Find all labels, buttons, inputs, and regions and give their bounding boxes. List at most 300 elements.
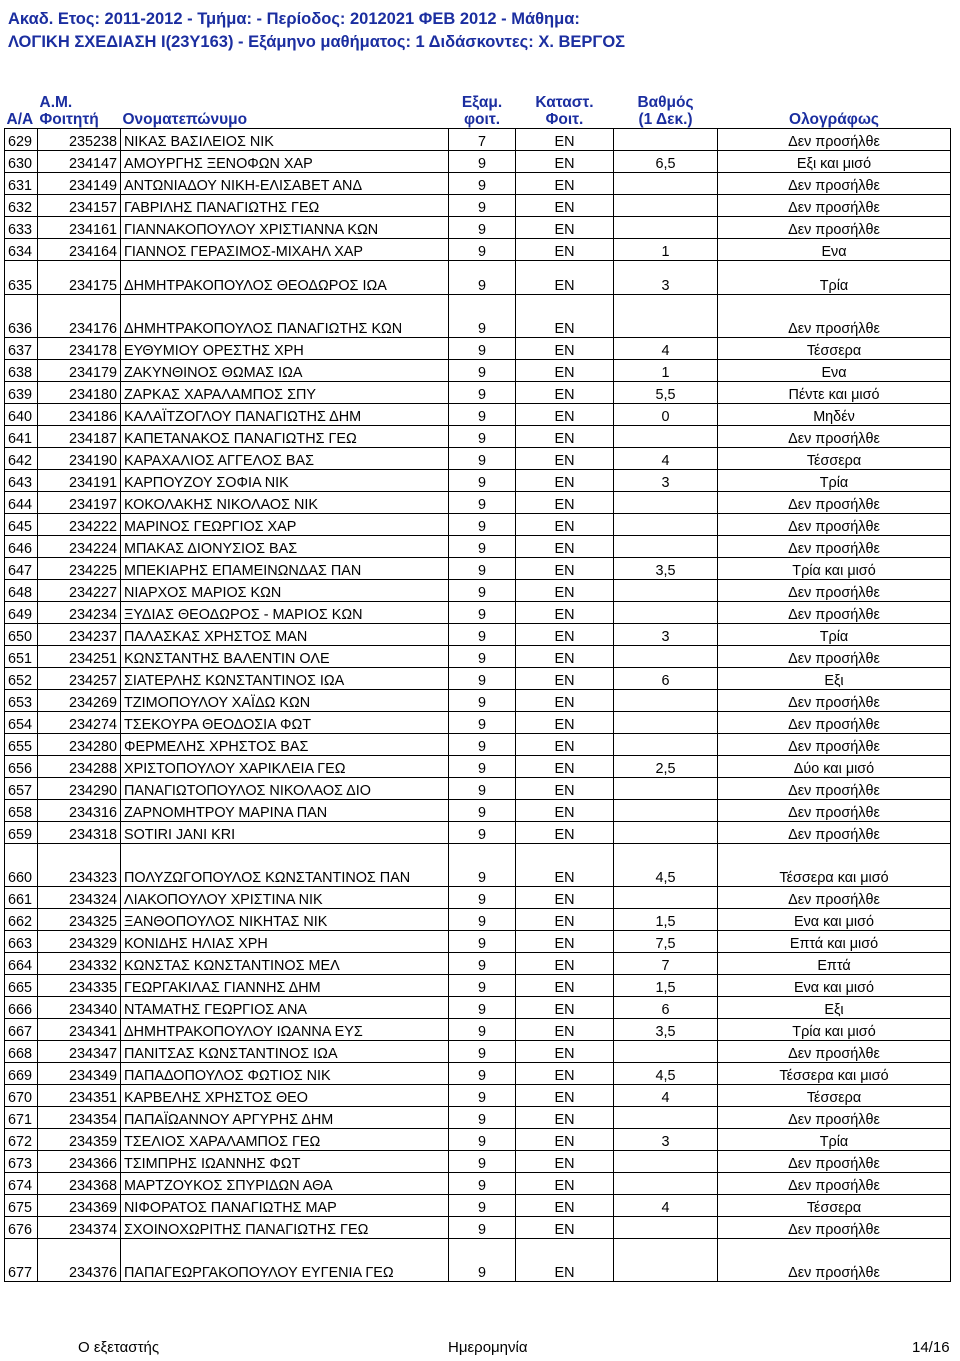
cell-grade xyxy=(614,514,718,536)
table-row xyxy=(5,470,951,492)
cell-student-id: 234164 xyxy=(38,239,121,261)
table-row xyxy=(5,426,951,448)
cell-grade xyxy=(614,1041,718,1063)
table-row xyxy=(5,382,951,404)
cell-row-number: 669 xyxy=(5,1063,38,1085)
table-row xyxy=(5,756,951,778)
table-row xyxy=(5,1063,951,1085)
cell-row-number: 637 xyxy=(5,338,38,360)
cell-row-number: 662 xyxy=(5,909,38,931)
cell-semester: 9 xyxy=(449,931,516,953)
cell-row-number: 664 xyxy=(5,953,38,975)
cell-student-name: ΛΙΑΚΟΠΟΥΛΟΥ ΧΡΙΣΤΙΝΑ ΝΙΚ xyxy=(121,887,449,909)
cell-student-name: ΓΙΑΝΝΟΣ ΓΕΡΑΣΙΜΟΣ-ΜΙΧΑΗΛ ΧΑΡ xyxy=(121,239,449,261)
cell-grade-in-words: Δεν προσήλθε xyxy=(718,217,951,239)
cell-grade: 4,5 xyxy=(614,1063,718,1085)
cell-student-name: ΠΑΠΑΓΕΩΡΓΑΚΟΠΟΥΛΟΥ ΕΥΓΕΝΙΑ ΓΕΩ xyxy=(121,1239,449,1282)
col-header-grade-line1: Βαθμός xyxy=(637,94,694,111)
cell-grade-in-words: Δεν προσήλθε xyxy=(718,1151,951,1173)
table-row xyxy=(5,778,951,800)
cell-row-number: 639 xyxy=(5,382,38,404)
cell-row-number: 663 xyxy=(5,931,38,953)
cell-student-name: ΔΗΜΗΤΡΑΚΟΠΟΥΛΟΣ ΠΑΝΑΓΙΩΤΗΣ ΚΩΝ xyxy=(121,295,449,338)
table-row xyxy=(5,975,951,997)
cell-grade-in-words: Δεν προσήλθε xyxy=(718,492,951,514)
col-header-grade-line2: (1 Δεκ.) xyxy=(638,111,693,128)
cell-student-name: ΚΑΠΕΤΑΝΑΚΟΣ ΠΑΝΑΓΙΩΤΗΣ ΓΕΩ xyxy=(121,426,449,448)
cell-grade-in-words: Δεν προσήλθε xyxy=(718,646,951,668)
cell-row-number: 655 xyxy=(5,734,38,756)
cell-semester: 9 xyxy=(449,470,516,492)
col-header-status-line2: Φοιτ. xyxy=(545,111,584,128)
cell-row-number: 629 xyxy=(5,129,38,151)
cell-status: ΕΝ xyxy=(516,295,614,338)
cell-grade-in-words: Δεν προσήλθε xyxy=(718,173,951,195)
table-row xyxy=(5,261,951,295)
cell-student-id: 234347 xyxy=(38,1041,121,1063)
cell-student-name: ΔΗΜΗΤΡΑΚΟΠΟΥΛΟΥ ΙΩΑΝΝΑ ΕΥΣ xyxy=(121,1019,449,1041)
document-title xyxy=(8,8,952,54)
cell-student-name: ΝΙΚΑΣ ΒΑΣΙΛΕΙΟΣ ΝΙΚ xyxy=(121,129,449,151)
cell-student-name: ΓΑΒΡΙΛΗΣ ΠΑΝΑΓΙΩΤΗΣ ΓΕΩ xyxy=(121,195,449,217)
cell-row-number: 638 xyxy=(5,360,38,382)
table-row xyxy=(5,129,951,151)
cell-grade xyxy=(614,129,718,151)
cell-row-number: 633 xyxy=(5,217,38,239)
cell-grade-in-words: Δεν προσήλθε xyxy=(718,1239,951,1282)
cell-row-number: 635 xyxy=(5,261,38,295)
cell-grade: 0 xyxy=(614,404,718,426)
cell-status: ΕΝ xyxy=(516,1129,614,1151)
cell-grade-in-words: Δεν προσήλθε xyxy=(718,536,951,558)
cell-grade-in-words: Τρία xyxy=(718,1129,951,1151)
cell-student-id: 234157 xyxy=(38,195,121,217)
cell-status: ΕΝ xyxy=(516,360,614,382)
cell-student-name: ΞΥΔΙΑΣ ΘΕΟΔΩΡΟΣ - ΜΑΡΙΟΣ ΚΩΝ xyxy=(121,602,449,624)
cell-grade-in-words: Δεν προσήλθε xyxy=(718,514,951,536)
cell-semester: 9 xyxy=(449,514,516,536)
cell-status: ΕΝ xyxy=(516,887,614,909)
table-row xyxy=(5,536,951,558)
footer-date: Ημερομηνία xyxy=(448,1339,528,1356)
cell-student-name: ΠΑΛΑΣΚΑΣ ΧΡΗΣΤΟΣ ΜΑΝ xyxy=(121,624,449,646)
col-header-semester-line2: φοιτ. xyxy=(463,111,501,128)
cell-status: ΕΝ xyxy=(516,426,614,448)
cell-semester: 9 xyxy=(449,1195,516,1217)
cell-student-id: 234191 xyxy=(38,470,121,492)
cell-row-number: 677 xyxy=(5,1239,38,1282)
cell-grade-in-words: Τρία xyxy=(718,470,951,492)
cell-student-id: 234354 xyxy=(38,1107,121,1129)
table-row xyxy=(5,217,951,239)
cell-semester: 9 xyxy=(449,1085,516,1107)
cell-grade xyxy=(614,1217,718,1239)
cell-grade xyxy=(614,1173,718,1195)
cell-student-id: 234190 xyxy=(38,448,121,470)
cell-student-id: 234369 xyxy=(38,1195,121,1217)
cell-row-number: 652 xyxy=(5,668,38,690)
table-row xyxy=(5,448,951,470)
cell-status: ΕΝ xyxy=(516,1239,614,1282)
cell-semester: 9 xyxy=(449,712,516,734)
cell-row-number: 642 xyxy=(5,448,38,470)
cell-grade xyxy=(614,536,718,558)
cell-status: ΕΝ xyxy=(516,448,614,470)
cell-grade-in-words: Δεν προσήλθε xyxy=(718,800,951,822)
cell-grade xyxy=(614,173,718,195)
cell-row-number: 660 xyxy=(5,844,38,887)
table-row xyxy=(5,195,951,217)
cell-semester: 9 xyxy=(449,338,516,360)
cell-status: ΕΝ xyxy=(516,514,614,536)
cell-student-id: 234374 xyxy=(38,1217,121,1239)
table-row xyxy=(5,844,951,887)
cell-student-id: 234290 xyxy=(38,778,121,800)
cell-status: ΕΝ xyxy=(516,129,614,151)
cell-semester: 9 xyxy=(449,734,516,756)
cell-semester: 9 xyxy=(449,953,516,975)
cell-status: ΕΝ xyxy=(516,1217,614,1239)
cell-student-name: ΚΑΡΒΕΛΗΣ ΧΡΗΣΤΟΣ ΘΕΟ xyxy=(121,1085,449,1107)
cell-grade: 3 xyxy=(614,470,718,492)
cell-semester: 9 xyxy=(449,295,516,338)
cell-grade: 3 xyxy=(614,624,718,646)
cell-semester: 9 xyxy=(449,1019,516,1041)
footer-examiner: Ο εξεταστής xyxy=(78,1339,160,1356)
cell-grade-in-words: Ενα xyxy=(718,360,951,382)
cell-semester: 9 xyxy=(449,217,516,239)
cell-grade: 4 xyxy=(614,448,718,470)
cell-status: ΕΝ xyxy=(516,712,614,734)
cell-semester: 9 xyxy=(449,997,516,1019)
cell-student-name: ΚΑΛΑΪΤΖΟΓΛΟΥ ΠΑΝΑΓΙΩΤΗΣ ΔΗΜ xyxy=(121,404,449,426)
table-row xyxy=(5,646,951,668)
cell-student-name: ΞΑΝΘΟΠΟΥΛΟΣ ΝΙΚΗΤΑΣ ΝΙΚ xyxy=(121,909,449,931)
cell-grade xyxy=(614,580,718,602)
cell-row-number: 665 xyxy=(5,975,38,997)
cell-grade-in-words: Πέντε και μισό xyxy=(718,382,951,404)
table-body xyxy=(5,129,951,1282)
cell-student-name: ΤΖΙΜΟΠΟΥΛΟΥ ΧΑΪΔΩ ΚΩΝ xyxy=(121,690,449,712)
cell-status: ΕΝ xyxy=(516,953,614,975)
cell-status: ΕΝ xyxy=(516,1151,614,1173)
cell-semester: 9 xyxy=(449,448,516,470)
cell-grade-in-words: Δεν προσήλθε xyxy=(718,1217,951,1239)
cell-status: ΕΝ xyxy=(516,558,614,580)
cell-status: ΕΝ xyxy=(516,756,614,778)
cell-grade: 7 xyxy=(614,953,718,975)
cell-semester: 9 xyxy=(449,844,516,887)
cell-student-id: 234368 xyxy=(38,1173,121,1195)
cell-grade: 4 xyxy=(614,1195,718,1217)
col-header-status-line1: Καταστ. xyxy=(535,94,594,111)
cell-semester: 9 xyxy=(449,261,516,295)
cell-student-id: 234366 xyxy=(38,1151,121,1173)
cell-student-id: 234251 xyxy=(38,646,121,668)
cell-grade: 2,5 xyxy=(614,756,718,778)
cell-student-id: 234340 xyxy=(38,997,121,1019)
cell-row-number: 658 xyxy=(5,800,38,822)
cell-grade xyxy=(614,217,718,239)
cell-row-number: 649 xyxy=(5,602,38,624)
cell-row-number: 656 xyxy=(5,756,38,778)
cell-student-name: ΜΠΑΚΑΣ ΔΙΟΝΥΣΙΟΣ ΒΑΣ xyxy=(121,536,449,558)
table-row xyxy=(5,558,951,580)
cell-student-name: ΖΑΡΝΟΜΗΤΡΟΥ ΜΑΡΙΝΑ ΠΑΝ xyxy=(121,800,449,822)
table-row xyxy=(5,580,951,602)
cell-student-name: ΤΣΙΜΠΡΗΣ ΙΩΑΝΝΗΣ ΦΩΤ xyxy=(121,1151,449,1173)
cell-student-name: ΦΕΡΜΕΛΗΣ ΧΡΗΣΤΟΣ ΒΑΣ xyxy=(121,734,449,756)
cell-row-number: 651 xyxy=(5,646,38,668)
cell-student-id: 234318 xyxy=(38,822,121,844)
cell-semester: 9 xyxy=(449,404,516,426)
cell-student-name: ΖΑΚΥΝΘΙΝΟΣ ΘΩΜΑΣ ΙΩΑ xyxy=(121,360,449,382)
col-header-grade-words: Ολογράφως xyxy=(789,111,879,128)
table-header-row xyxy=(5,94,951,129)
table-row xyxy=(5,1173,951,1195)
table-row xyxy=(5,492,951,514)
cell-grade-in-words: Δεν προσήλθε xyxy=(718,778,951,800)
cell-grade: 1,5 xyxy=(614,975,718,997)
grades-table xyxy=(4,94,951,1282)
cell-semester: 9 xyxy=(449,426,516,448)
cell-grade-in-words: Δεν προσήλθε xyxy=(718,1107,951,1129)
cell-row-number: 671 xyxy=(5,1107,38,1129)
cell-student-name: ΑΜΟΥΡΓΗΣ ΞΕΝΟΦΩΝ ΧΑΡ xyxy=(121,151,449,173)
cell-semester: 9 xyxy=(449,822,516,844)
cell-semester: 9 xyxy=(449,1239,516,1282)
cell-student-name: ΕΥΘΥΜΙΟΥ ΟΡΕΣΤΗΣ ΧΡΗ xyxy=(121,338,449,360)
cell-status: ΕΝ xyxy=(516,822,614,844)
cell-grade-in-words: Δεν προσήλθε xyxy=(718,426,951,448)
table-row xyxy=(5,1085,951,1107)
table-row xyxy=(5,1239,951,1282)
cell-student-name: ΝΙΦΟΡΑΤΟΣ ΠΑΝΑΓΙΩΤΗΣ ΜΑΡ xyxy=(121,1195,449,1217)
cell-row-number: 631 xyxy=(5,173,38,195)
cell-grade: 7,5 xyxy=(614,931,718,953)
table-row xyxy=(5,514,951,536)
cell-semester: 9 xyxy=(449,195,516,217)
cell-student-name: ΠΑΝΙΤΣΑΣ ΚΩΝΣΤΑΝΤΙΝΟΣ ΙΩΑ xyxy=(121,1041,449,1063)
cell-status: ΕΝ xyxy=(516,975,614,997)
cell-student-id: 234359 xyxy=(38,1129,121,1151)
cell-status: ΕΝ xyxy=(516,470,614,492)
cell-student-id: 234178 xyxy=(38,338,121,360)
cell-student-name: ΤΣΕΚΟΥΡΑ ΘΕΟΔΟΣΙΑ ΦΩΤ xyxy=(121,712,449,734)
cell-semester: 9 xyxy=(449,1107,516,1129)
cell-semester: 9 xyxy=(449,1063,516,1085)
table-row xyxy=(5,404,951,426)
cell-semester: 9 xyxy=(449,558,516,580)
cell-grade-in-words: Τρία και μισό xyxy=(718,558,951,580)
cell-grade xyxy=(614,800,718,822)
cell-student-id: 234224 xyxy=(38,536,121,558)
cell-student-id: 235238 xyxy=(38,129,121,151)
table-row xyxy=(5,1041,951,1063)
cell-row-number: 646 xyxy=(5,536,38,558)
cell-grade-in-words: Εξι και μισό xyxy=(718,151,951,173)
cell-grade-in-words: Δεν προσήλθε xyxy=(718,822,951,844)
cell-semester: 9 xyxy=(449,1217,516,1239)
table-row xyxy=(5,822,951,844)
cell-student-id: 234187 xyxy=(38,426,121,448)
table-row xyxy=(5,1107,951,1129)
cell-grade-in-words: Δεν προσήλθε xyxy=(718,580,951,602)
title-line-2: ΛΟΓΙΚΗ ΣΧΕΔΙΑΣΗ Ι(23Υ163) - Εξάμηνο μαθήματος: 1 Διδάσκοντες: Χ. ΒΕΡΓΟΣ xyxy=(8,33,626,51)
cell-student-name: ΓΕΩΡΓΑΚΙΛΑΣ ΓΙΑΝΝΗΣ ΔΗΜ xyxy=(121,975,449,997)
cell-grade xyxy=(614,1107,718,1129)
cell-grade-in-words: Δεν προσήλθε xyxy=(718,1041,951,1063)
cell-grade xyxy=(614,690,718,712)
cell-student-id: 234323 xyxy=(38,844,121,887)
col-header-grade xyxy=(614,94,718,129)
cell-student-id: 234324 xyxy=(38,887,121,909)
cell-row-number: 647 xyxy=(5,558,38,580)
cell-student-id: 234335 xyxy=(38,975,121,997)
cell-semester: 9 xyxy=(449,173,516,195)
cell-semester: 9 xyxy=(449,887,516,909)
cell-row-number: 668 xyxy=(5,1041,38,1063)
table-row xyxy=(5,953,951,975)
col-header-name: Ονοματεπώνυμο xyxy=(122,111,248,128)
cell-grade xyxy=(614,712,718,734)
cell-row-number: 644 xyxy=(5,492,38,514)
cell-student-id: 234257 xyxy=(38,668,121,690)
cell-grade-in-words: Επτά και μισό xyxy=(718,931,951,953)
cell-grade-in-words: Τέσσερα και μισό xyxy=(718,1063,951,1085)
cell-grade xyxy=(614,295,718,338)
cell-grade-in-words: Μηδέν xyxy=(718,404,951,426)
table-row xyxy=(5,909,951,931)
cell-status: ΕΝ xyxy=(516,778,614,800)
cell-status: ΕΝ xyxy=(516,338,614,360)
cell-semester: 9 xyxy=(449,756,516,778)
cell-student-id: 234269 xyxy=(38,690,121,712)
cell-semester: 9 xyxy=(449,668,516,690)
cell-grade: 4 xyxy=(614,338,718,360)
cell-semester: 7 xyxy=(449,129,516,151)
cell-row-number: 667 xyxy=(5,1019,38,1041)
cell-student-name: SOTIRI JANI KRI xyxy=(121,822,449,844)
cell-grade xyxy=(614,492,718,514)
cell-student-id: 234149 xyxy=(38,173,121,195)
cell-student-id: 234349 xyxy=(38,1063,121,1085)
cell-student-name: ΚΑΡΠΟΥΖΟΥ ΣΟΦΙΑ ΝΙΚ xyxy=(121,470,449,492)
cell-row-number: 653 xyxy=(5,690,38,712)
cell-grade: 3 xyxy=(614,261,718,295)
cell-grade-in-words: Τρία και μισό xyxy=(718,1019,951,1041)
table-row xyxy=(5,602,951,624)
cell-semester: 9 xyxy=(449,800,516,822)
cell-row-number: 648 xyxy=(5,580,38,602)
cell-grade-in-words: Τέσσερα xyxy=(718,448,951,470)
cell-student-name: ΠΑΝΑΓΙΩΤΟΠΟΥΛΟΣ ΝΙΚΟΛΑΟΣ ΔΙΟ xyxy=(121,778,449,800)
table-row xyxy=(5,734,951,756)
cell-student-name: ΠΟΛΥΖΩΓΟΠΟΥΛΟΣ ΚΩΝΣΤΑΝΤΙΝΟΣ ΠΑΝ xyxy=(121,844,449,887)
cell-row-number: 659 xyxy=(5,822,38,844)
cell-semester: 9 xyxy=(449,778,516,800)
table-row xyxy=(5,624,951,646)
cell-grade-in-words: Τρία xyxy=(718,261,951,295)
cell-grade-in-words: Δεν προσήλθε xyxy=(718,690,951,712)
cell-row-number: 676 xyxy=(5,1217,38,1239)
cell-status: ΕΝ xyxy=(516,602,614,624)
cell-grade-in-words: Δύο και μισό xyxy=(718,756,951,778)
cell-status: ΕΝ xyxy=(516,173,614,195)
cell-grade-in-words: Δεν προσήλθε xyxy=(718,734,951,756)
cell-grade xyxy=(614,426,718,448)
cell-row-number: 634 xyxy=(5,239,38,261)
table-row xyxy=(5,997,951,1019)
cell-student-id: 234376 xyxy=(38,1239,121,1282)
cell-semester: 9 xyxy=(449,536,516,558)
cell-row-number: 661 xyxy=(5,887,38,909)
table-row xyxy=(5,360,951,382)
cell-status: ΕΝ xyxy=(516,1195,614,1217)
table-row xyxy=(5,1217,951,1239)
cell-grade: 3 xyxy=(614,1129,718,1151)
cell-student-id: 234222 xyxy=(38,514,121,536)
cell-status: ΕΝ xyxy=(516,217,614,239)
cell-grade: 3,5 xyxy=(614,558,718,580)
cell-row-number: 657 xyxy=(5,778,38,800)
col-header-am: Α.Μ. Φοιτητή xyxy=(39,94,99,128)
cell-status: ΕΝ xyxy=(516,1107,614,1129)
cell-grade: 1,5 xyxy=(614,909,718,931)
cell-row-number: 654 xyxy=(5,712,38,734)
cell-student-id: 234179 xyxy=(38,360,121,382)
cell-status: ΕΝ xyxy=(516,195,614,217)
cell-row-number: 675 xyxy=(5,1195,38,1217)
cell-grade xyxy=(614,195,718,217)
cell-grade-in-words: Δεν προσήλθε xyxy=(718,602,951,624)
cell-grade: 6 xyxy=(614,997,718,1019)
cell-semester: 9 xyxy=(449,360,516,382)
cell-grade xyxy=(614,887,718,909)
table-row xyxy=(5,1019,951,1041)
cell-semester: 9 xyxy=(449,909,516,931)
cell-student-name: ΣΙΑΤΕΡΛΗΣ ΚΩΝΣΤΑΝΤΙΝΟΣ ΙΩΑ xyxy=(121,668,449,690)
cell-grade xyxy=(614,734,718,756)
cell-row-number: 640 xyxy=(5,404,38,426)
cell-grade: 6 xyxy=(614,668,718,690)
table-row xyxy=(5,931,951,953)
cell-status: ΕΝ xyxy=(516,734,614,756)
cell-status: ΕΝ xyxy=(516,646,614,668)
cell-semester: 9 xyxy=(449,580,516,602)
cell-grade-in-words: Επτά xyxy=(718,953,951,975)
cell-grade-in-words: Δεν προσήλθε xyxy=(718,712,951,734)
cell-grade-in-words: Τέσσερα xyxy=(718,338,951,360)
cell-grade: 1 xyxy=(614,360,718,382)
cell-student-id: 234288 xyxy=(38,756,121,778)
cell-student-name: ΣΧΟΙΝΟΧΩΡΙΤΗΣ ΠΑΝΑΓΙΩΤΗΣ ΓΕΩ xyxy=(121,1217,449,1239)
cell-grade-in-words: Ενα και μισό xyxy=(718,975,951,997)
cell-status: ΕΝ xyxy=(516,382,614,404)
cell-student-id: 234227 xyxy=(38,580,121,602)
cell-status: ΕΝ xyxy=(516,909,614,931)
cell-row-number: 672 xyxy=(5,1129,38,1151)
cell-status: ΕΝ xyxy=(516,492,614,514)
cell-row-number: 674 xyxy=(5,1173,38,1195)
table-row xyxy=(5,338,951,360)
cell-status: ΕΝ xyxy=(516,404,614,426)
cell-row-number: 650 xyxy=(5,624,38,646)
cell-student-name: ΔΗΜΗΤΡΑΚΟΠΟΥΛΟΣ ΘΕΟΔΩΡΟΣ ΙΩΑ xyxy=(121,261,449,295)
cell-grade: 1 xyxy=(614,239,718,261)
cell-semester: 9 xyxy=(449,602,516,624)
cell-grade: 4 xyxy=(614,1085,718,1107)
